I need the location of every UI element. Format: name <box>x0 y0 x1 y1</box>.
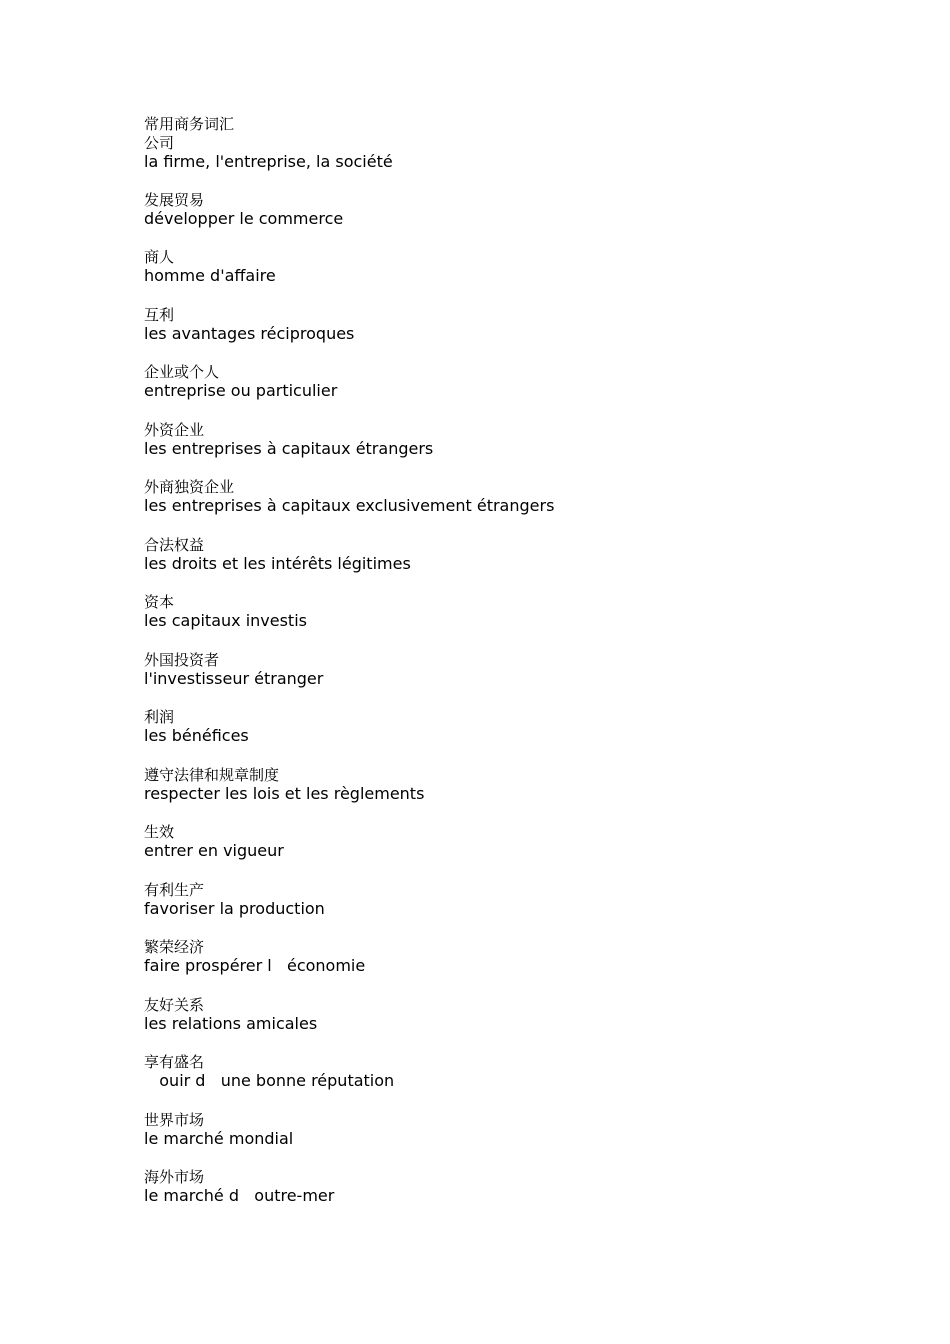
french-translation: les entreprises à capitaux étrangers <box>144 439 434 458</box>
vocab-entry <box>144 192 844 228</box>
chinese-term: 互利 <box>144 306 175 324</box>
french-translation: faire prospérer l économie <box>144 956 366 975</box>
chinese-term: 有利生产 <box>144 881 205 899</box>
chinese-term: 合法权益 <box>144 536 205 554</box>
chinese-term: 利润 <box>144 708 175 726</box>
chinese-term: 商人 <box>144 248 175 266</box>
vocab-entry <box>144 422 844 458</box>
vocab-entry <box>144 939 844 975</box>
vocab-entry <box>144 307 844 343</box>
french-translation: la firme, l'entreprise, la société <box>144 152 393 171</box>
french-translation: les droits et les intérêts légitimes <box>144 554 411 573</box>
chinese-term: 享有盛名 <box>144 1053 205 1071</box>
vocab-entry <box>144 767 844 803</box>
chinese-term: 友好关系 <box>144 996 205 1014</box>
chinese-term: 公司 <box>144 134 175 152</box>
chinese-term: 繁荣经济 <box>144 938 205 956</box>
vocab-entry <box>144 824 844 860</box>
vocab-entry <box>144 594 844 630</box>
french-translation: respecter les lois et les règlements <box>144 784 425 803</box>
vocab-entry <box>144 709 844 745</box>
vocab-entry <box>144 135 844 171</box>
vocab-entry <box>144 997 844 1033</box>
chinese-term: 外国投资者 <box>144 651 220 669</box>
french-translation: entreprise ou particulier <box>144 381 338 400</box>
chinese-term: 外商独资企业 <box>144 478 235 496</box>
french-translation: l'investisseur étranger <box>144 669 324 688</box>
chinese-term: 外资企业 <box>144 421 205 439</box>
chinese-term: 生效 <box>144 823 175 841</box>
chinese-term: 资本 <box>144 593 175 611</box>
vocab-entry <box>144 652 844 688</box>
chinese-term: 遵守法律和规章制度 <box>144 766 280 784</box>
french-translation: les relations amicales <box>144 1014 318 1033</box>
french-translation: entrer en vigueur <box>144 841 284 860</box>
french-translation: les avantages réciproques <box>144 324 355 343</box>
vocab-entry <box>144 1112 844 1148</box>
chinese-term: 企业或个人 <box>144 363 220 381</box>
chinese-term: 海外市场 <box>144 1168 205 1186</box>
french-translation: développer le commerce <box>144 209 344 228</box>
french-translation: le marché mondial <box>144 1129 294 1148</box>
chinese-term: 世界市场 <box>144 1111 205 1129</box>
vocab-entry <box>144 364 844 400</box>
vocab-entry <box>144 479 844 515</box>
vocab-entry <box>144 537 844 573</box>
french-translation: les bénéfices <box>144 726 249 745</box>
french-translation: les entreprises à capitaux exclusivement étrangers <box>144 496 555 515</box>
vocab-entry <box>144 1169 844 1205</box>
vocab-entry <box>144 249 844 285</box>
chinese-term: 发展贸易 <box>144 191 205 209</box>
french-translation: les capitaux investis <box>144 611 307 630</box>
french-translation: ouir d une bonne réputation <box>144 1071 395 1090</box>
french-translation: homme d'affaire <box>144 266 276 285</box>
vocab-entry <box>144 1054 844 1090</box>
document-title: 常用商务词汇 <box>144 115 235 133</box>
vocab-entry <box>144 882 844 918</box>
french-translation: favoriser la production <box>144 899 325 918</box>
french-translation: le marché d outre-mer <box>144 1186 335 1205</box>
